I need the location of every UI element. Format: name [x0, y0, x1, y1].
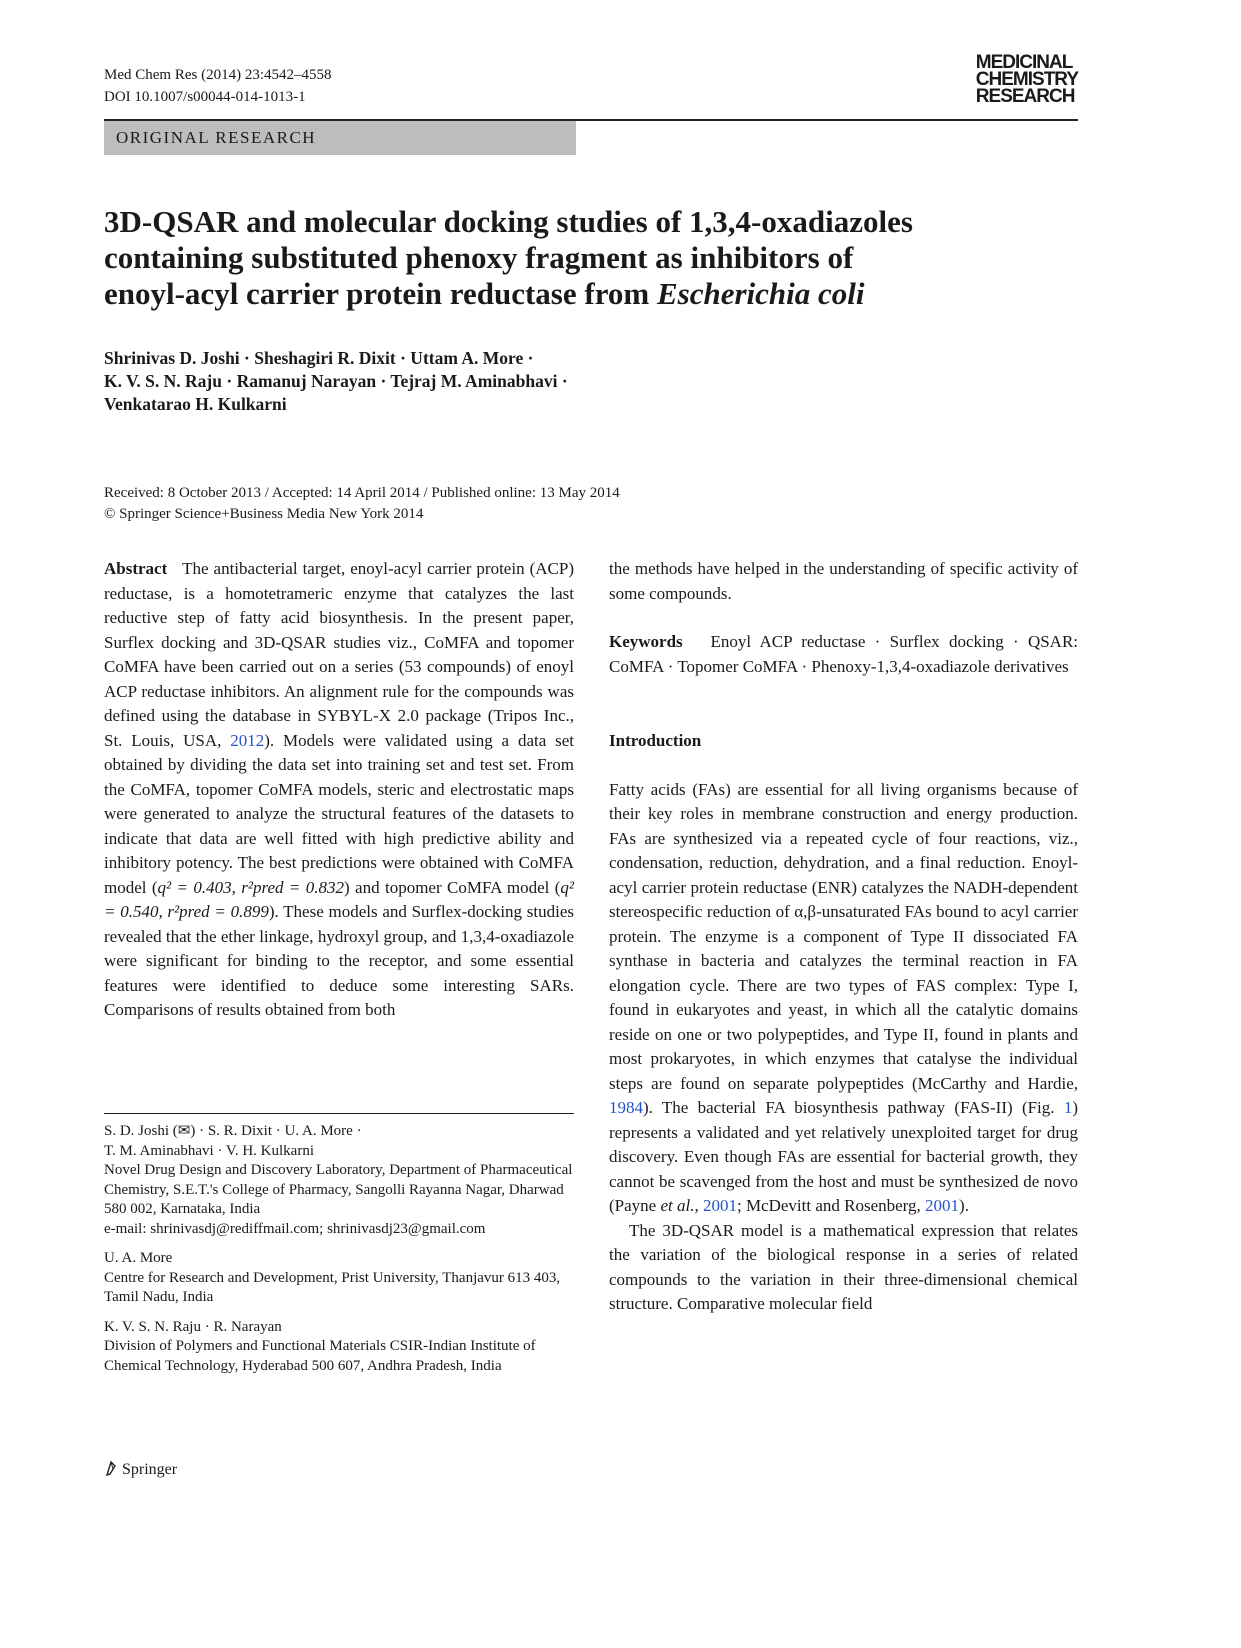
intro-text-italic: et al.,: [660, 1196, 699, 1215]
title-species: Escherichia coli: [656, 276, 865, 311]
affiliation-block: [104, 1249, 574, 1308]
keywords-text: Enoyl ACP reductase · Surflex docking · QSAR: CoMFA · Topomer CoMFA · Phenoxy-1,3,4-oxadiazole derivatives: [609, 632, 1079, 676]
citation-link[interactable]: 2001: [925, 1196, 960, 1215]
abstract-label: Abstract: [104, 559, 168, 578]
publication-dates: [104, 483, 804, 525]
right-column: [609, 557, 1078, 1317]
affiliation-institution: Division of Polymers and Functional Materials CSIR-Indian Institute of Chemical Technology, Hyderabad 500 607, Andhra Pradesh, India: [104, 1338, 536, 1374]
affiliation-institution: Centre for Research and Development, Prist University, Thanjavur 613 403, Tamil Nadu, India: [104, 1269, 561, 1305]
doi-line: DOI 10.1007/s00044-014-1013-1: [104, 89, 306, 105]
abstract-paragraph: [104, 557, 574, 1023]
abstract-text: ). These models and Surflex-docking studies revealed that the ether linkage, hydroxyl group, and 1,3,4-oxadiazole were significant for binding to the receptor, and some essential features were identified to deduce some interesting SARs. Comparisons of results obtained from both: [104, 902, 575, 1019]
author-line: K. V. S. N. Raju · Ramanuj Narayan · Tejraj M. Aminabhavi ·: [104, 371, 568, 391]
abstract-text: The antibacterial target, enoyl-acyl carrier protein (ACP) reductase, is a homotetrameric enzyme that catalyzes the last reductive step of fatty acid biosynthesis. In the present paper, Surflex docking and 3D-QSAR studies viz., CoMFA and topomer CoMFA have been carried out on a series (53 compounds) of enoyl ACP reductase inhibitors. An alignment rule for the compounds was defined using the database in SYBYL-X 2.0 package (Tripos Inc., St. Louis, USA,: [104, 559, 574, 750]
journal-logo: [976, 54, 1078, 105]
keywords-label: Keywords: [609, 632, 683, 651]
r2pred-value: r²pred = 0.899: [167, 902, 269, 921]
copyright-line: © Springer Science+Business Media New York 2014: [104, 506, 424, 522]
title-line: 3D-QSAR and molecular docking studies of 1,3,4-oxadiazoles: [104, 204, 913, 239]
intro-text: ).: [959, 1196, 969, 1215]
citation-link[interactable]: 2012: [230, 730, 265, 750]
paper-title: [104, 204, 1064, 312]
affiliation-block: [104, 1122, 574, 1239]
affiliation-rule: [104, 1113, 574, 1114]
abstract: [104, 557, 574, 1023]
figure-link[interactable]: 1: [1063, 1098, 1073, 1117]
intro-text: ; McDevitt and Rosenberg,: [736, 1196, 926, 1215]
title-line: [104, 276, 1064, 312]
intro-text: Fatty acids (FAs) are essential for all living organisms because of their key roles in membrane construction and energy production. FAs are synthesized via a repeated cycle of four reactions, viz., condensation, reduction, dehydration, and a final reduction. Enoyl-acyl carrier protein reductase (ENR) catalyzes the NADH-dependent stereospecific reduction of α,β-unsaturated FAs bound to acyl carrier protein. The enzyme is a component of Type II dissociated FA synthase in bacteria and catalyzes the terminal reaction in FA elongation cycle. There are two types of FAS complex: Type I, found in eukaryotes and yeast, in which all the catalytic domains reside on one or two polypeptides, and Type II, found in plants and most prokaryotes, in which enzymes that catalyse the individual steps are found on separate polypeptides (McCarthy and Hardie,: [609, 779, 1078, 1093]
author-line: Venkatarao H. Kulkarni: [104, 394, 287, 414]
affiliations: [104, 1122, 574, 1386]
logo-line: MEDICINAL: [975, 52, 1073, 73]
affiliation-institution: Novel Drug Design and Discovery Laboratory, Department of Pharmaceutical Chemistry, S.E.T.'s College of Pharmacy, Sangolli Rayanna Nagar, Dharwad 580 002, Karnataka, India: [104, 1162, 573, 1217]
affiliation-authors: K. V. S. N. Raju · R. Narayan: [104, 1318, 282, 1335]
affiliation-authors: T. M. Aminabhavi · V. H. Kulkarni: [104, 1142, 314, 1159]
affiliation-authors: S. D. Joshi (✉) · S. R. Dixit · U. A. More ·: [104, 1123, 362, 1139]
intro-text: ). The bacterial FA biosynthesis pathway (FAS-II) (Fig.: [643, 1098, 1064, 1117]
abstract-text: ). Models were validated using a data set obtained by dividing the data set into training set and test set. From the CoMFA, topomer CoMFA models, steric and electrostatic maps were generated to analyze the structural features of the datasets to indicate that data are well fitted with high predictive ability and inhibitory potency. The best predictions were obtained with CoMFA model (: [104, 730, 574, 897]
journal-line: Med Chem Res (2014) 23:4542–4558: [104, 67, 332, 83]
affiliation-email[interactable]: e-mail: shrinivasdj@rediffmail.com; shrinivasdj23@gmail.com: [104, 1220, 486, 1237]
r2pred-value: r²pred = 0.832: [241, 877, 344, 897]
intro-paragraph: [609, 778, 1078, 1219]
logo-line: RESEARCH: [975, 86, 1075, 107]
affiliation-authors: U. A. More: [104, 1250, 173, 1266]
intro-text: ) represents a validated and yet relatively unexploited target for drug discovery. Even though FAs are essential for bacterial growth, they cannot be scavenged from the host and must be synthesized de novo (Payne: [609, 1098, 1078, 1215]
citation-link[interactable]: 1984: [609, 1098, 643, 1117]
section-banner: ORIGINAL RESEARCH: [104, 121, 576, 155]
journal-citation: [104, 64, 331, 108]
citation-link[interactable]: 2001: [702, 1196, 737, 1215]
section-heading: Introduction: [609, 731, 702, 750]
publisher-name: Springer: [122, 1461, 178, 1478]
abstract-continuation: the methods have helped in the understanding of specific activity of some compounds.: [609, 559, 1078, 603]
author-line: Shrinivas D. Joshi · Sheshagiri R. Dixit · Uttam A. More ·: [104, 348, 534, 368]
abstract-text: ) and topomer CoMFA model (: [344, 877, 561, 897]
intro-paragraph: The 3D-QSAR model is a mathematical expression that relates the variation of the biological response in a series of related compounds to the variation in their three-dimensional chemical structure. Comparative molecular field: [609, 1220, 1078, 1313]
q2-value: q² = 0.540,: [104, 877, 575, 921]
footer: [104, 1459, 177, 1481]
springer-logo-icon: [104, 1460, 118, 1476]
q2-value: q² = 0.403,: [157, 877, 242, 897]
title-line: containing substituted phenoxy fragment as inhibitors of: [104, 240, 854, 275]
logo-line: CHEMISTRY: [975, 69, 1078, 90]
author-list: [104, 347, 804, 416]
dates-line: Received: 8 October 2013 / Accepted: 14 April 2014 / Published online: 13 May 2014: [104, 485, 620, 501]
affiliation-block: [104, 1318, 574, 1377]
keywords: [609, 630, 1078, 679]
title-text: enoyl-acyl carrier protein reductase from: [104, 276, 657, 311]
